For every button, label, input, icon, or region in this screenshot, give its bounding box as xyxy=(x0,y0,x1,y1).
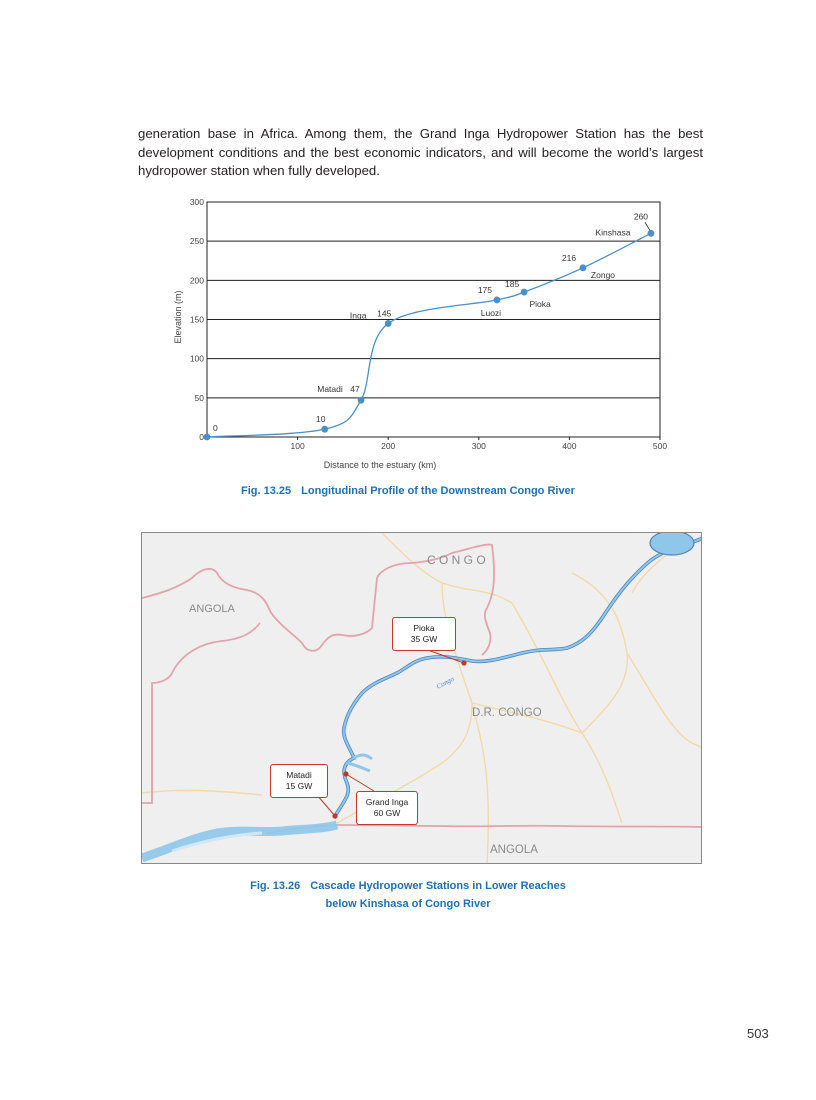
data-point xyxy=(494,297,501,304)
grand-inga-station-box xyxy=(356,791,418,825)
y-tick-label: 100 xyxy=(189,353,204,364)
matadi-marker xyxy=(332,813,337,818)
figure-13-25-caption xyxy=(0,482,816,500)
data-value-label: 175 xyxy=(477,284,493,295)
profile-line xyxy=(207,233,651,437)
figure-13-26-caption xyxy=(0,877,816,913)
y-tick-label: 50 xyxy=(194,392,204,403)
label-angola-s: ANGOLA xyxy=(490,844,538,856)
data-point xyxy=(321,426,328,433)
label-drc: D.R. CONGO xyxy=(472,707,542,719)
data-point xyxy=(204,434,211,441)
caption-title-line1: Cascade Hydropower Stations in Lower Reaches xyxy=(310,880,566,892)
data-name-label: Pioka xyxy=(529,299,551,310)
pioka-marker xyxy=(461,660,466,665)
y-tick-label: 200 xyxy=(189,275,204,286)
data-value-label: 185 xyxy=(505,279,520,290)
x-axis-label: Distance to the estuary (km) xyxy=(323,460,437,470)
x-tick-label: 100 xyxy=(290,441,305,451)
river-label: Congo xyxy=(435,674,456,691)
data-value-label: 10 xyxy=(316,414,326,425)
data-value-label: 145 xyxy=(377,308,392,319)
elevation-profile-chart xyxy=(160,192,680,477)
data-name-label: Matadi xyxy=(317,384,343,395)
caption-number: Fig. 13.26 xyxy=(250,880,301,892)
label-congo: C O N G O xyxy=(427,553,486,567)
data-value-label: 260 xyxy=(633,211,649,222)
y-tick-label: 300 xyxy=(189,197,204,207)
x-tick-label: 500 xyxy=(652,441,668,451)
data-name-label: Zongo xyxy=(590,269,616,280)
x-tick-label: 200 xyxy=(381,441,396,451)
page-number: 503 xyxy=(747,1026,769,1041)
grand-inga-marker xyxy=(343,771,348,776)
chart-grid xyxy=(207,241,660,398)
station-name: Pioka xyxy=(413,623,435,633)
caption-number: Fig. 13.25 xyxy=(241,485,292,497)
kinshasa-leader xyxy=(645,222,650,230)
body-paragraph: generation base in Africa. Among them, the Grand Inga Hydropower Station has the best development conditions and the best economic indicators, and will become the world’s largest hydropower station when fully developed. xyxy=(138,126,703,178)
x-tick-label: 300 xyxy=(471,441,486,451)
data-point xyxy=(358,397,365,404)
station-name: Grand Inga xyxy=(365,797,409,807)
data-point xyxy=(648,230,655,237)
pioka-station-box xyxy=(392,617,456,651)
congo-map xyxy=(141,532,702,864)
station-capacity: 15 GW xyxy=(285,781,313,791)
data-name-label: Kinshasa xyxy=(595,227,631,238)
y-tick-label: 0 xyxy=(199,432,204,442)
data-value-label: 0 xyxy=(213,423,218,433)
y-axis-label: Elevation (m) xyxy=(173,290,183,344)
y-tick-label: 150 xyxy=(189,314,204,325)
map-graphic xyxy=(142,533,702,864)
station-capacity: 60 GW xyxy=(373,808,401,818)
label-angola-nw: ANGOLA xyxy=(189,603,235,615)
y-tick-label: 250 xyxy=(189,236,204,247)
pool-malebo xyxy=(650,533,694,555)
data-value-label: 47 xyxy=(350,384,360,395)
caption-title: Longitudinal Profile of the Downstream Congo River xyxy=(301,485,575,497)
data-point xyxy=(580,264,587,271)
station-name: Matadi xyxy=(286,770,312,780)
data-value-label: 216 xyxy=(561,252,577,263)
chart-points xyxy=(204,230,655,440)
data-name-label: Inga xyxy=(349,310,367,321)
data-name-label: Luozi xyxy=(480,307,502,318)
data-point xyxy=(385,320,392,327)
data-point xyxy=(521,289,528,296)
x-tick-label: 400 xyxy=(562,441,577,451)
station-capacity: 35 GW xyxy=(410,634,438,644)
matadi-station-box xyxy=(270,764,328,798)
caption-title-line2: below Kinshasa of Congo River xyxy=(325,898,491,910)
chart-labels xyxy=(213,211,650,433)
